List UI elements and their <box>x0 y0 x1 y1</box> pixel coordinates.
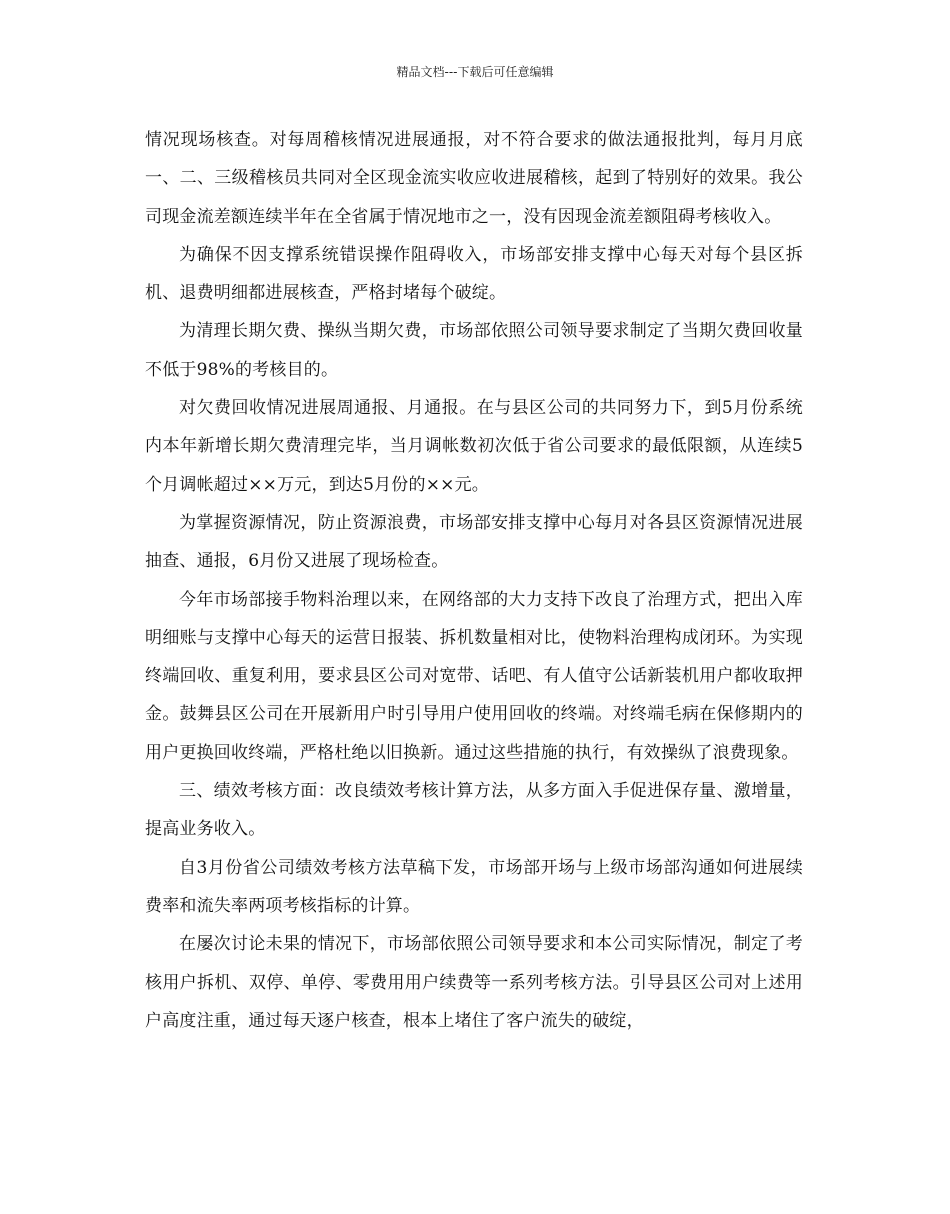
paragraph-1: 情况现场核查。对每周稽核情况进展通报，对不符合要求的做法通报批判，每月月底一、二、三级稽核员共同对全区现金流实收应收进展稽核，起到了特别好的效果。我公司现金流差额连续半年在全省属于情况地市之一，没有因现金流差额阻碍考核收入。 <box>145 130 803 227</box>
paragraph-6: 今年市场部接手物料治理以来，在网络部的大力支持下改良了治理方式，把出入库明细账与支撑中心每天的运营日报装、拆机数量相对比，使物料治理构成闭环。为实现终端回收、重复利用，要求县区公司对宽带、话吧、有人值守公话新装机用户都收取押金。鼓舞县区公司在开展新用户时引导用户使用回收的终端。对终端毛病在保修期内的用户更换回收终端，严格杜绝以旧换新。通过这些措施的执行，有效操纵了浪费现象。 <box>145 589 803 763</box>
paragraph-9: 在屡次讨论未果的情况下，市场部依照公司领导要求和本公司实际情况，制定了考核用户拆机、双停、单停、零费用用户续费等一系列考核方法。引导县区公司对上述用户高度注重，通过每天逐户核查，根本上堵住了客户流失的破绽， <box>145 934 803 1031</box>
paragraph-5: 为掌握资源情况，防止资源浪费，市场部安排支撑中心每月对各县区资源情况进展抽查、通报，6月份又进展了现场检查。 <box>145 512 803 572</box>
document-body <box>145 121 803 1040</box>
paragraph-4: 对欠费回收情况进展周通报、月通报。在与县区公司的共同努力下，到5月份系统内本年新增长期欠费清理完毕，当月调帐数初次低于省公司要求的最低限额，从连续5个月调帐超过××万元，到达5月份的××元。 <box>145 398 803 495</box>
paragraph-2: 为确保不因支撑系统错误操作阻碍收入，市场部安排支撑中心每天对每个县区拆机、退费明细都进展核查，严格封堵每个破绽。 <box>145 244 803 304</box>
paragraph-7: 三、绩效考核方面：改良绩效考核计算方法，从多方面入手促进保存量、激增量，提高业务收入。 <box>145 781 803 840</box>
page-header: 精品文档---下载后可任意编辑 <box>396 65 554 79</box>
paragraph-8: 自3月份省公司绩效考核方法草稿下发，市场部开场与上级市场部沟通如何进展续费率和流失率两项考核指标的计算。 <box>145 857 803 916</box>
paragraph-3: 为清理长期欠费、操纵当期欠费，市场部依照公司领导要求制定了当期欠费回收量不低于98%的考核目的。 <box>145 321 803 380</box>
